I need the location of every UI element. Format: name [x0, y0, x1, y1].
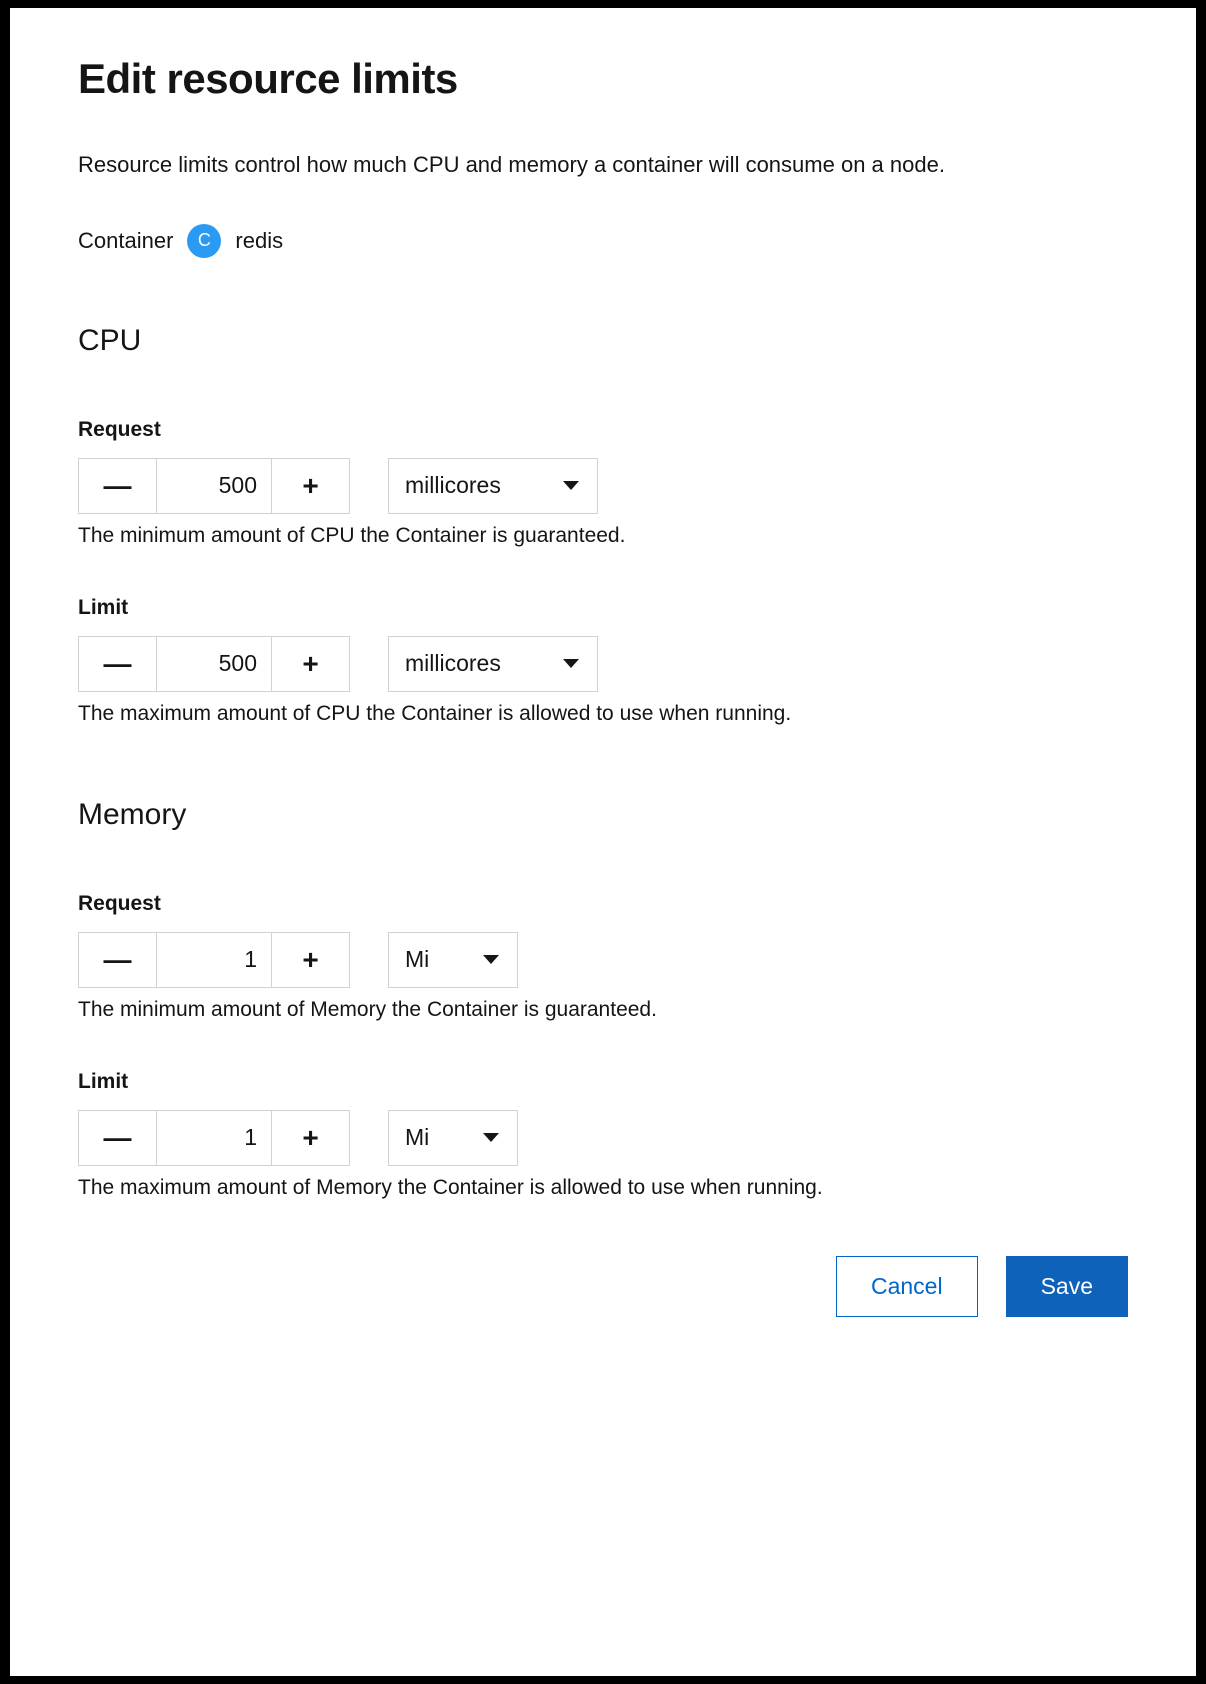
cpu-limit-stepper — [78, 636, 350, 692]
cpu-request-decrement-button[interactable]: — — [79, 459, 157, 513]
cpu-request-controls — [78, 458, 1128, 514]
cpu-limit-input[interactable] — [157, 637, 271, 691]
memory-request-unit-select[interactable] — [388, 932, 518, 988]
dialog-footer — [78, 1256, 1128, 1357]
chevron-down-icon — [563, 481, 579, 490]
memory-request-increment-button[interactable]: + — [271, 933, 349, 987]
dialog-description: Resource limits control how much CPU and memory a container will consume on a node. — [78, 152, 945, 178]
memory-limit-unit-value: Mi — [405, 1124, 430, 1151]
memory-limit-controls — [78, 1110, 1128, 1166]
section-title-memory: Memory — [78, 797, 187, 831]
cpu-limit-helper: The maximum amount of CPU the Container is allowed to use when running. — [78, 701, 792, 725]
cpu-limit-label: Limit — [78, 595, 129, 619]
memory-request-decrement-button[interactable]: — — [79, 933, 157, 987]
cpu-request-label: Request — [78, 417, 161, 441]
cpu-limit-unit-select[interactable] — [388, 636, 598, 692]
cpu-request-increment-button[interactable]: + — [271, 459, 349, 513]
container-label: Container — [78, 227, 174, 253]
memory-request-controls — [78, 932, 1128, 988]
container-row — [78, 224, 1128, 258]
edit-resource-limits-dialog — [10, 8, 1196, 1676]
memory-limit-unit-select[interactable] — [388, 1110, 518, 1166]
memory-request-helper: The minimum amount of Memory the Container is guaranteed. — [78, 997, 657, 1021]
cpu-request-unit-select[interactable] — [388, 458, 598, 514]
cpu-request-helper: The minimum amount of CPU the Container is guaranteed. — [78, 523, 626, 547]
memory-limit-stepper — [78, 1110, 350, 1166]
cpu-request-input[interactable] — [157, 459, 271, 513]
memory-request-stepper — [78, 932, 350, 988]
container-badge-icon: C — [187, 224, 221, 258]
chevron-down-icon — [483, 955, 499, 964]
cpu-limit-controls — [78, 636, 1128, 692]
memory-limit-decrement-button[interactable]: — — [79, 1111, 157, 1165]
chevron-down-icon — [483, 1133, 499, 1142]
memory-request-input[interactable] — [157, 933, 271, 987]
cpu-limit-increment-button[interactable]: + — [271, 637, 349, 691]
memory-request-unit-value: Mi — [405, 946, 430, 973]
memory-limit-helper: The maximum amount of Memory the Container is allowed to use when running. — [78, 1175, 823, 1199]
page-title: Edit resource limits — [78, 55, 458, 102]
memory-limit-label: Limit — [78, 1069, 129, 1093]
cpu-request-stepper — [78, 458, 350, 514]
cpu-limit-unit-value: millicores — [405, 650, 501, 677]
memory-limit-input[interactable] — [157, 1111, 271, 1165]
memory-request-label: Request — [78, 891, 161, 915]
chevron-down-icon — [563, 659, 579, 668]
cpu-request-unit-value: millicores — [405, 472, 501, 499]
save-button[interactable]: Save — [1006, 1256, 1128, 1317]
section-title-cpu: CPU — [78, 323, 142, 357]
cpu-limit-decrement-button[interactable]: — — [79, 637, 157, 691]
cancel-button[interactable]: Cancel — [836, 1256, 978, 1317]
memory-limit-increment-button[interactable]: + — [271, 1111, 349, 1165]
container-name: redis — [235, 227, 284, 253]
